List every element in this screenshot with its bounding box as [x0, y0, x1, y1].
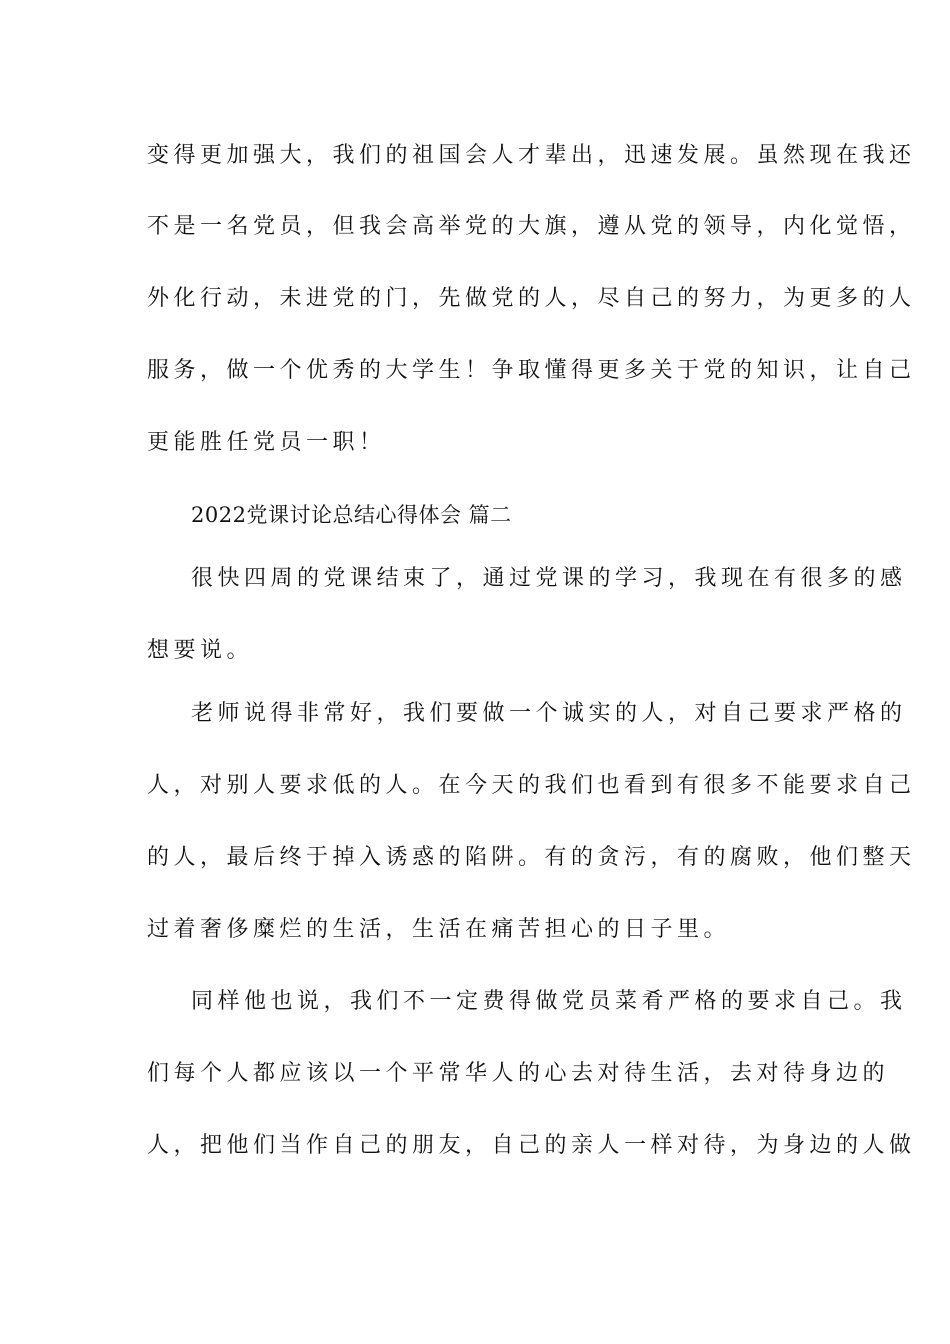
- section-heading: 2022党课讨论总结心得体会 篇二: [191, 503, 512, 527]
- paragraph-line: 的人，最后终于掉入诱惑的陷阱。有的贪污，有的腐败，他们整天: [147, 845, 916, 870]
- paragraph-line: 很快四周的党课结束了，通过党课的学习，我现在有很多的感: [191, 566, 907, 591]
- paragraph-line: 想要说。: [147, 638, 254, 663]
- paragraph-line: 同样他也说，我们不一定费得做党员菜肴严格的要求自己。我: [191, 989, 907, 1014]
- body-text-line: 变得更加强大，我们的祖国会人才辈出，迅速发展。虽然现在我还: [147, 143, 916, 168]
- body-text-line: 更能胜任党员一职！: [147, 430, 386, 455]
- paragraph-line: 人，对别人要求低的人。在今天的我们也看到有很多不能要求自己: [147, 773, 916, 798]
- paragraph-line: 人，把他们当作自己的朋友，自己的亲人一样对待，为身边的人做: [147, 1133, 916, 1158]
- body-text-line: 外化行动，未进党的门，先做党的人，尽自己的努力，为更多的人: [147, 286, 916, 311]
- paragraph-line: 过着奢侈糜烂的生活，生活在痛苦担心的日子里。: [147, 917, 731, 942]
- paragraph-line: 们每个人都应该以一个平常华人的心去对待生活，去对待身边的: [147, 1061, 890, 1086]
- body-text-line: 不是一名党员，但我会高举党的大旗，遵从党的领导，内化觉悟，: [147, 214, 916, 239]
- paragraph-line: 老师说得非常好，我们要做一个诚实的人，对自己要求严格的: [191, 701, 907, 726]
- body-text-line: 服务，做一个优秀的大学生！争取懂得更多关于党的知识，让自己: [147, 358, 916, 383]
